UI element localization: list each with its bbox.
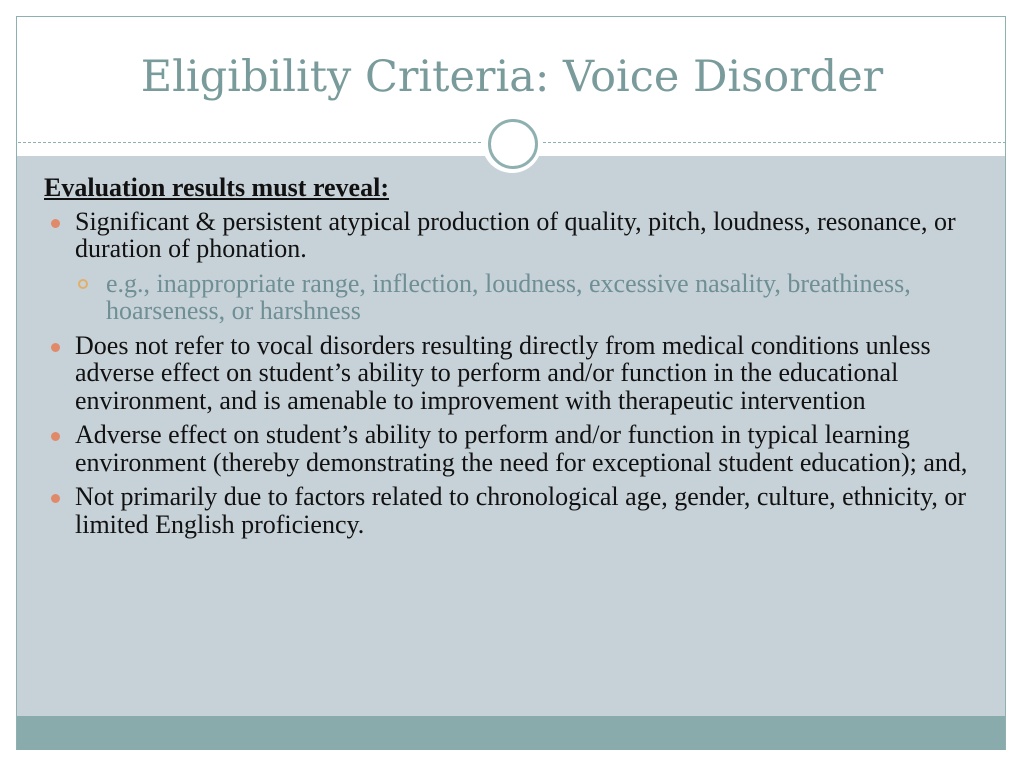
bullet-dot-icon: [51, 219, 60, 228]
slide-body: [44, 174, 974, 545]
footer-bar: [17, 716, 1005, 750]
bullet-dot-icon: [51, 343, 60, 352]
section-heading: Evaluation results must reveal:: [44, 173, 389, 202]
bullet-dot-icon: [51, 494, 60, 503]
bullet-item: [44, 208, 974, 263]
sub-bullet-item: [44, 270, 974, 325]
bullet-text: Does not refer to vocal disorders resulting directly from medical conditions unless adverse effect on student’s ability to perform and/or function in the educational environment, and is amenable to improvement with therapeutic intervention: [75, 330, 931, 415]
ring-icon: [488, 119, 538, 169]
sub-bullet-text: e.g., inappropriate range, inflection, loudness, excessive nasality, breathiness, hoarseness, or harshness: [106, 268, 911, 325]
bullet-text: Adverse effect on student’s ability to perform and/or function in typical learning environment (thereby demonstrating the need for exceptional student education); and,: [75, 420, 968, 477]
bullet-dot-icon: [51, 432, 60, 441]
bullet-item: [44, 421, 974, 476]
slide-title: Eligibility Criteria: Voice Disorder: [140, 52, 884, 102]
bullet-text: Not primarily due to factors related to chronological age, gender, culture, ethnicity, or limited English proficiency.: [75, 482, 967, 539]
bullet-item: [44, 332, 974, 415]
ring-bullet-icon: [78, 279, 88, 289]
bullet-item: [44, 483, 974, 538]
bullet-text: Significant & persistent atypical production of quality, pitch, loudness, resonance, or duration of phonation.: [75, 206, 956, 263]
